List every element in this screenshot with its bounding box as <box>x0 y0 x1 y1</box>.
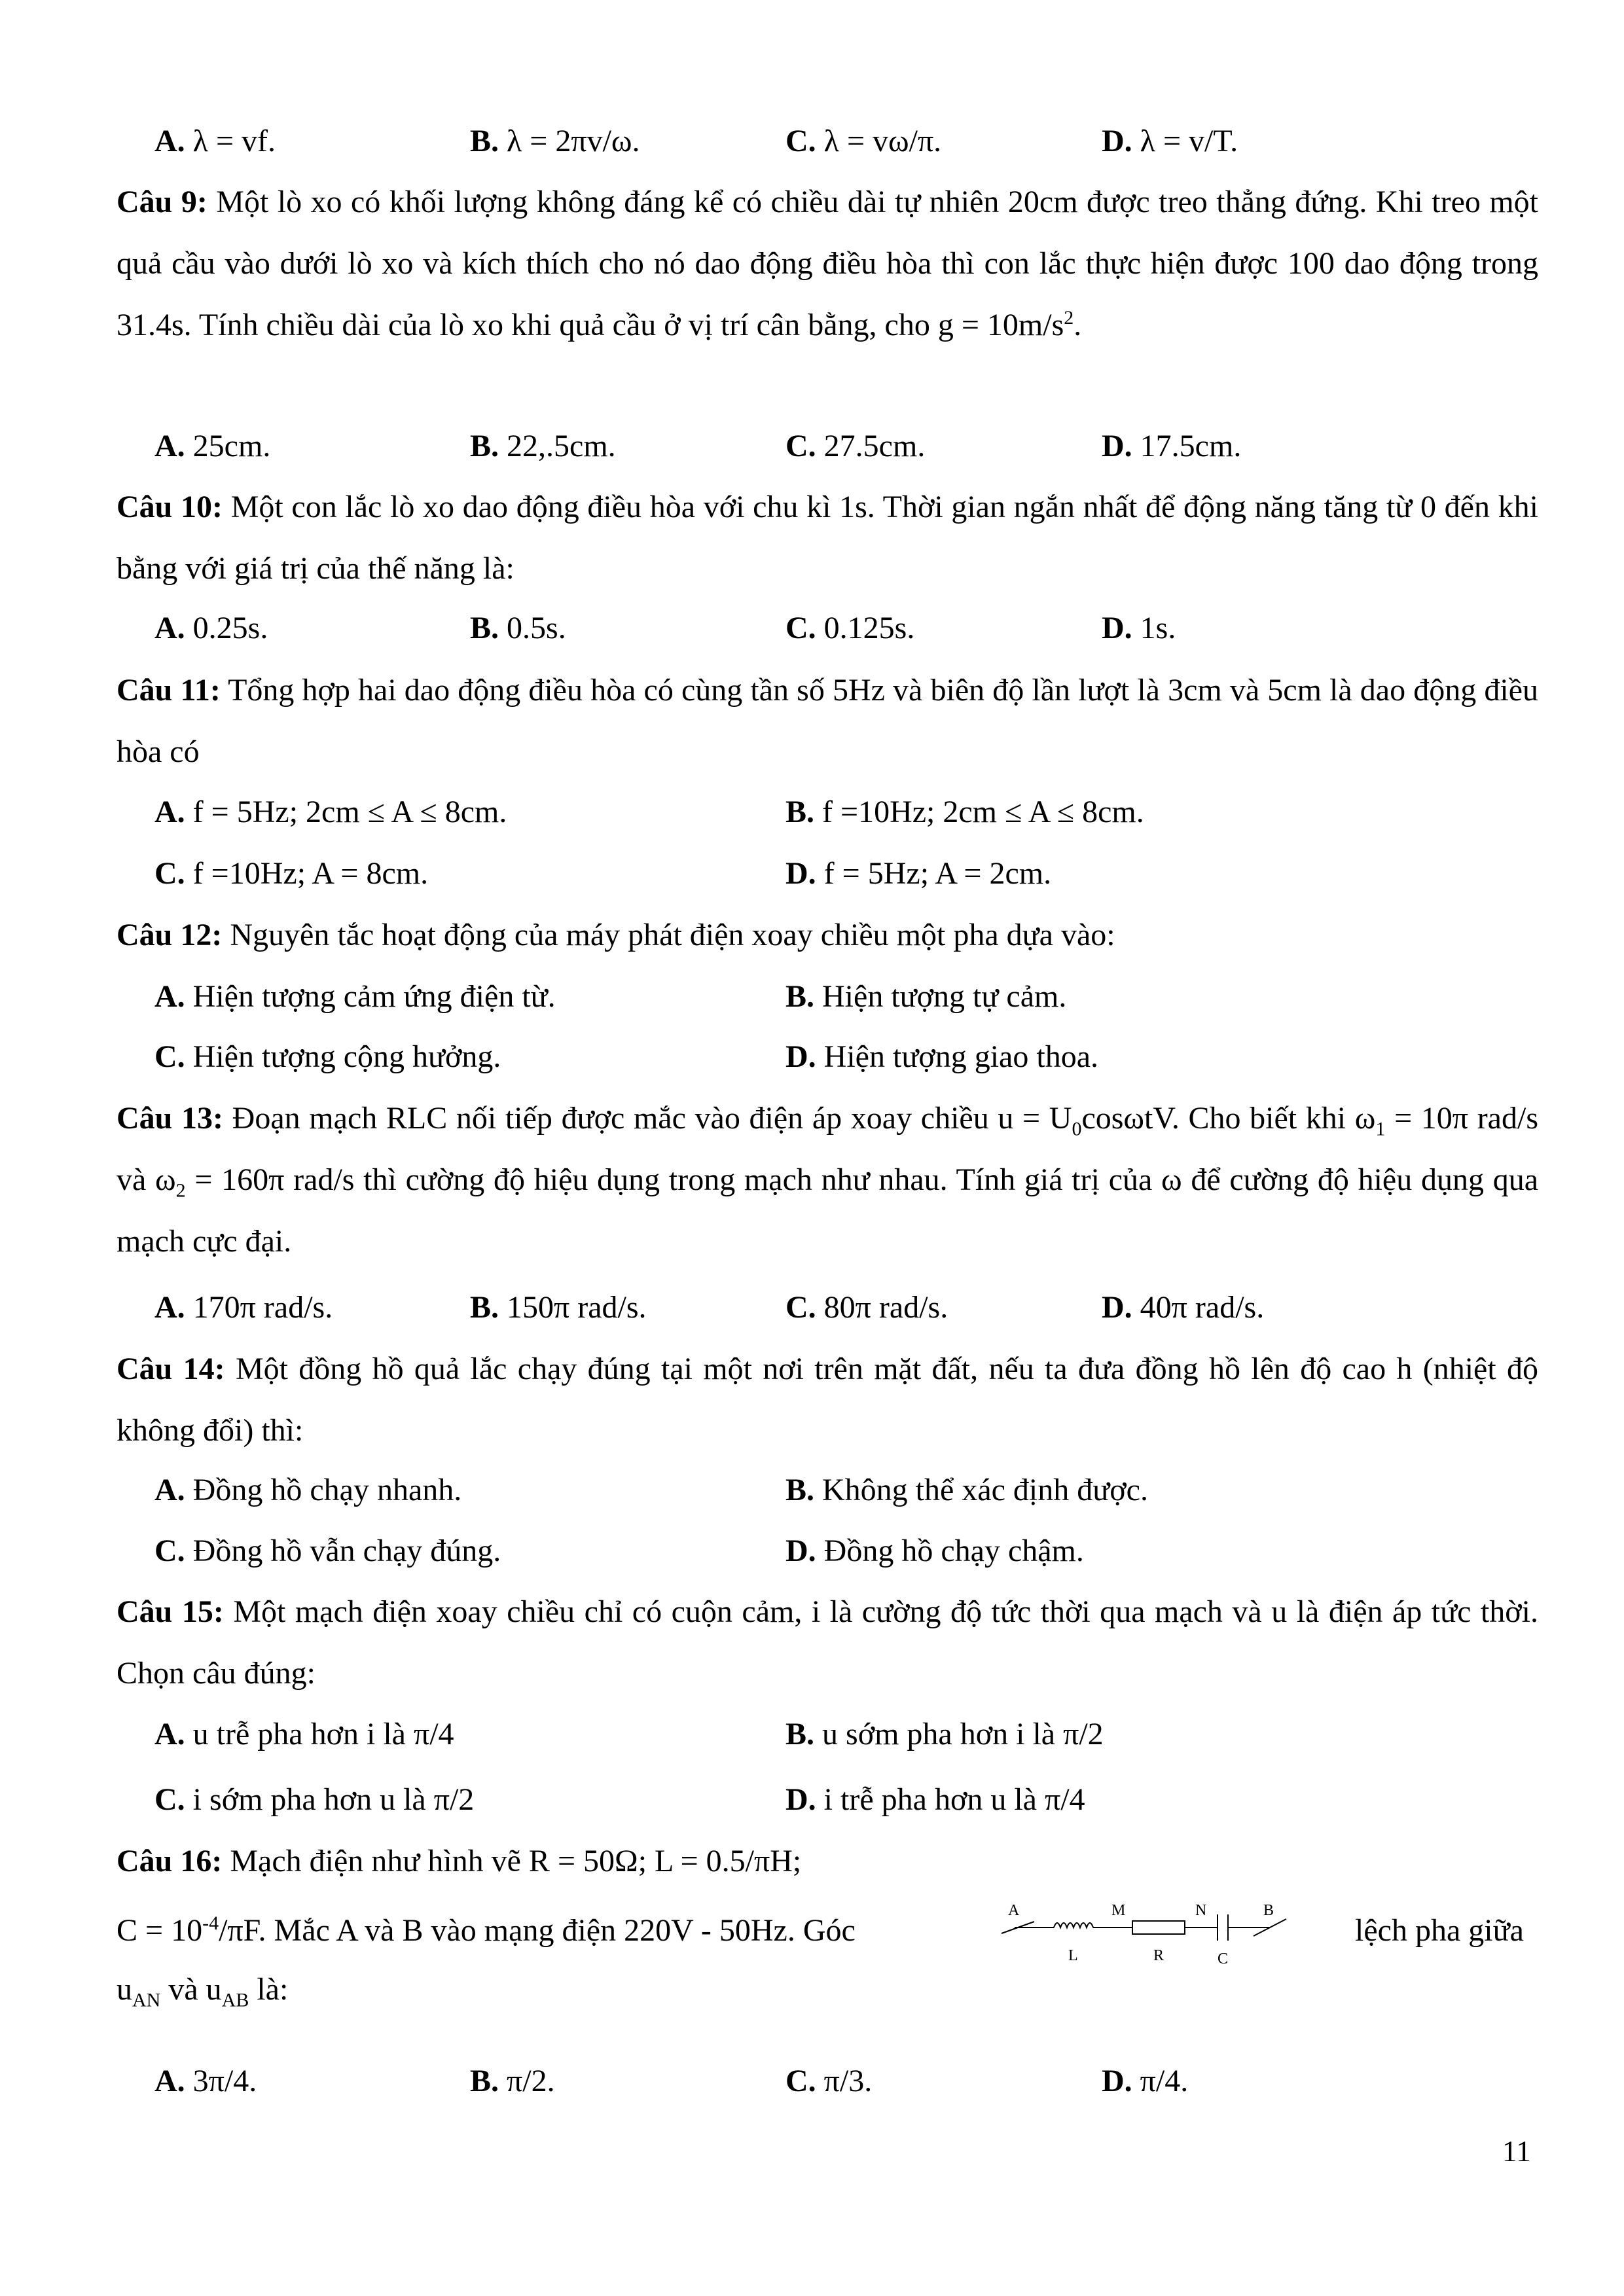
q10-option-b: B. 0.5s. <box>470 611 566 645</box>
q10-option-d: D. 1s. <box>1102 611 1176 645</box>
q10-option-a: A. 0.25s. <box>154 611 268 645</box>
q8-option-d: D. λ = v/T. <box>1102 124 1238 158</box>
q16-question-line2-end: lệch pha giữa <box>1355 1913 1524 1948</box>
q14-option-b: B. Không thể xác định được. <box>785 1473 1148 1507</box>
circuit-label-c: C <box>1218 1950 1229 1967</box>
q13-question: Câu 13: Đoạn mạch RLC nối tiếp được mắc vào điện áp xoay chiều $u = U_0\cos\omega tV$. Cho biết khi $\omega_1 = 10\pi$ rad/s và $\omega_2 = 160\pi$ rad/s thì cường độ hiệu dụng trong mạch như nhau. Tính giá trị của ω để cường độ hiệu dụng qua mạch cực đại. <box>117 1101 1539 1259</box>
circuit-label-r: R <box>1153 1947 1164 1964</box>
q9-option-b: B. 22,.5cm. <box>470 429 616 463</box>
q15-option-d: D. i trễ pha hơn u là π/4 <box>785 1782 1085 1817</box>
q9-question: Câu 9: Một lò xo có khối lượng không đáng kể có chiều dài tự nhiên 20cm được treo thẳng đứng. Khi treo một quả cầu vào dưới lò xo và kích thích cho nó dao động điều hòa thì con lắc thực hiện được 100 dao động trong 31.4s. Tính chiều dài của lò xo khi quả cầu ở vị trí cân bằng, cho $g = 10m/s^2$. <box>117 185 1539 342</box>
q13-option-c: C. 80π rad/s. <box>785 1290 948 1325</box>
q11-option-a: A. f = 5Hz; 2cm ≤ A ≤ 8cm. <box>154 795 507 829</box>
q12-option-b: B. Hiện tượng tự cảm. <box>785 979 1067 1014</box>
q12-option-c: C. Hiện tượng cộng hưởng. <box>154 1039 501 1074</box>
q16-option-a: A. 3π/4. <box>154 2064 257 2098</box>
q12-option-a: A. Hiện tượng cảm ứng điện từ. <box>154 979 556 1014</box>
circuit-label-m: M <box>1111 1902 1126 1919</box>
inductor-coil <box>1054 1923 1093 1928</box>
circuit-label-l: L <box>1068 1947 1078 1964</box>
q9-option-d: D. 17.5cm. <box>1102 429 1242 463</box>
q13-option-a: A. 170π rad/s. <box>154 1290 333 1325</box>
rlc-circuit-diagram <box>995 1898 1303 1990</box>
page-number: 11 <box>1502 2134 1531 2168</box>
q15-option-a: A. u trễ pha hơn i là π/4 <box>154 1717 454 1751</box>
q11-option-b: B. f =10Hz; 2cm ≤ A ≤ 8cm. <box>785 795 1144 829</box>
q9-option-a: A. 25cm. <box>154 429 271 463</box>
q11-option-c: C. f =10Hz; A = 8cm. <box>154 856 429 891</box>
q14-question: Câu 14: Một đồng hồ quả lắc chạy đúng tại một nơi trên mặt đất, nếu ta đưa đồng hồ lên độ cao h (nhiệt độ không đổi) thì: <box>117 1352 1538 1448</box>
q15-option-b: B. u sớm pha hơn i là π/2 <box>785 1717 1104 1751</box>
q10-question: Câu 10: Một con lắc lò xo dao động điều hòa với chu kì 1s. Thời gian ngắn nhất để động năng tăng từ 0 đến khi bằng với giá trị của thế năng là: <box>117 490 1539 586</box>
q12-option-d: D. Hiện tượng giao thoa. <box>785 1039 1098 1074</box>
q8-option-a: A. λ = vf. <box>154 124 276 158</box>
resistor <box>1132 1921 1185 1934</box>
q9-option-c: C. 27.5cm. <box>785 429 926 463</box>
q10-option-c: C. 0.125s. <box>785 611 915 645</box>
q16-question-line3: $u_{AN}$ và $u_{AB}$ là: <box>117 1972 289 2011</box>
circuit-label-n: N <box>1195 1902 1207 1919</box>
circuit-label-a: A <box>1008 1902 1020 1919</box>
q16-option-c: C. π/3. <box>785 2064 873 2098</box>
q12-question: Câu 12: Nguyên tắc hoạt động của máy phát điện xoay chiều một pha dựa vào: <box>117 918 1115 952</box>
q11-question: Câu 11: Tổng hợp hai dao động điều hòa có cùng tần số 5Hz và biên độ lần lượt là 3cm và 5cm là dao động điều hòa có <box>117 673 1539 769</box>
q15-option-c: C. i sớm pha hơn u là π/2 <box>154 1782 475 1817</box>
q8-option-c: C. λ = vω/π. <box>785 124 942 158</box>
q14-option-d: D. Đồng hồ chạy chậm. <box>785 1534 1084 1568</box>
q16-option-d: D. π/4. <box>1102 2064 1189 2098</box>
circuit-label-b: B <box>1263 1902 1274 1919</box>
q16-option-b: B. π/2. <box>470 2064 555 2098</box>
q11-option-d: D. f = 5Hz; A = 2cm. <box>785 856 1052 891</box>
q13-option-b: B. 150π rad/s. <box>470 1290 647 1325</box>
q15-question: Câu 15: Một mạch điện xoay chiều chỉ có cuộn cảm, i là cường độ tức thời qua mạch và u là điện áp tức thời. Chọn câu đúng: <box>117 1594 1538 1691</box>
q16-question-line2: $C = 10^{-4}/\pi F$. Mắc A và B vào mạng điện 220V - 50Hz. Góc <box>117 1912 856 1948</box>
q14-option-a: A. Đồng hồ chạy nhanh. <box>154 1473 462 1507</box>
q16-question-line1: Câu 16: Mạch điện như hình vẽ R = 50Ω; L = 0.5/πH; <box>117 1844 802 1878</box>
q14-option-c: C. Đồng hồ vẫn chạy đúng. <box>154 1534 501 1568</box>
q13-option-d: D. 40π rad/s. <box>1102 1290 1265 1325</box>
q8-option-b: B. λ = 2πv/ω. <box>470 124 640 158</box>
